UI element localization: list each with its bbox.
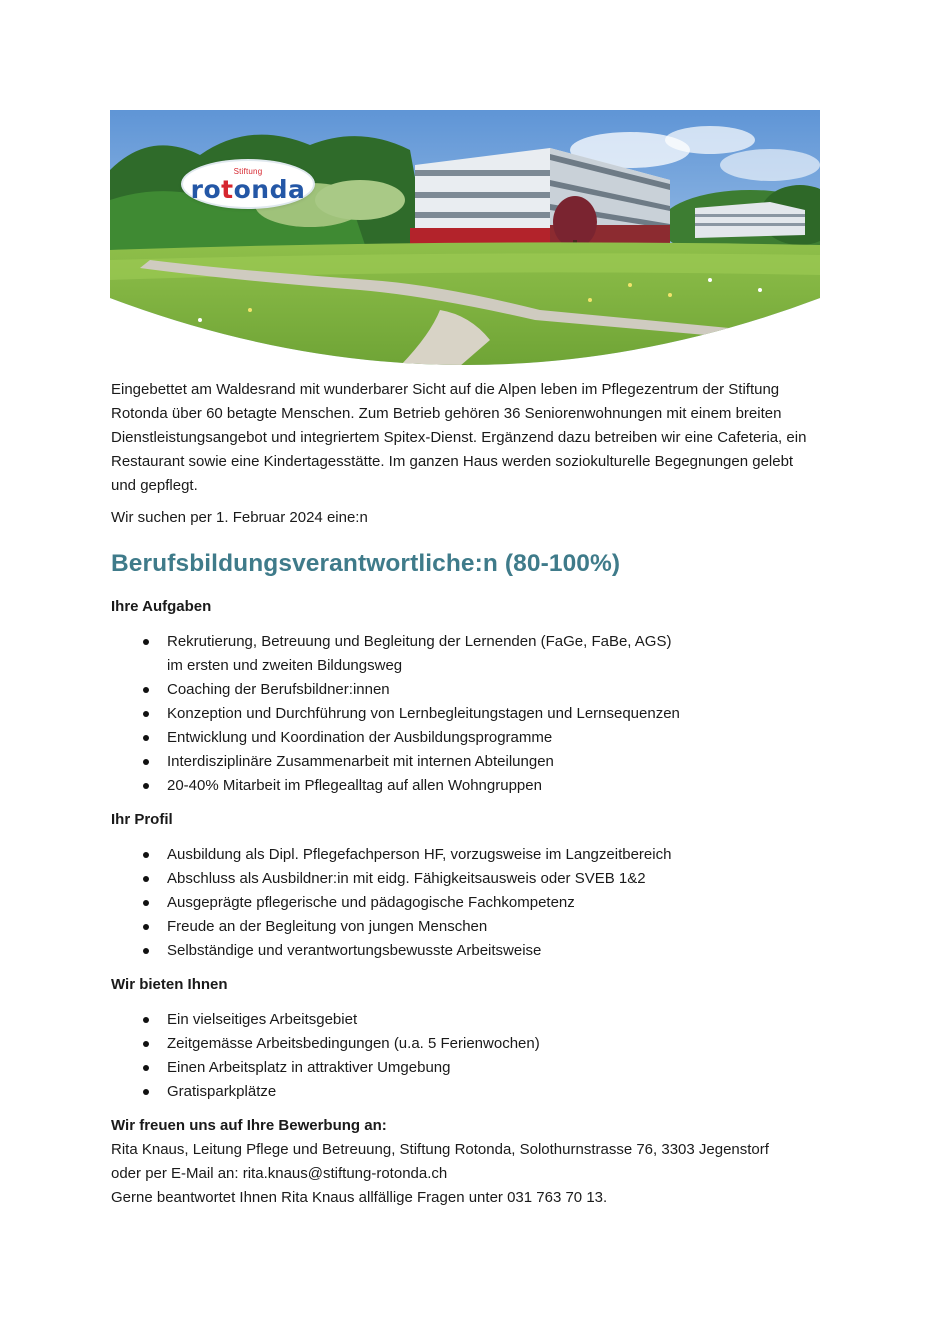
list-item: Ausbildung als Dipl. Pflegefachperson HF, vorzugsweise im Langzeitbereich — [167, 843, 811, 867]
logo-wordmark-part2: onda — [233, 175, 306, 204]
list-item: Selbständige und verantwortungsbewusste Arbeitsweise — [167, 939, 811, 963]
logo-wordmark-part2-start: t — [221, 175, 234, 204]
list-item: Einen Arbeitsplatz in attraktiver Umgebung — [167, 1056, 811, 1080]
list-item: 20-40% Mitarbeit im Pflegealltag auf allen Wohngruppen — [167, 774, 811, 798]
building-photo — [110, 110, 820, 366]
logo-subtitle: Stiftung — [233, 167, 263, 176]
contact-address: Rita Knaus, Leitung Pflege und Betreuung, Stiftung Rotonda, Solothurnstrasse 76, 3303 Jegenstorf — [111, 1141, 769, 1158]
tasks-list — [111, 630, 811, 798]
contact-email-line[interactable]: oder per E-Mail an: rita.knaus@stiftung-rotonda.ch — [111, 1165, 448, 1182]
hero-banner — [110, 110, 820, 366]
list-item-text: Rekrutierung, Betreuung und Begleitung der Lernenden (FaGe, FaBe, AGS) — [167, 633, 672, 650]
contact-heading: Wir freuen uns auf Ihre Bewerbung an: — [111, 1117, 387, 1134]
list-item: Zeitgemässe Arbeitsbedingungen (u.a. 5 Ferienwochen) — [167, 1032, 811, 1056]
list-item: Konzeption und Durchführung von Lernbegleitungstagen und Lernsequenzen — [167, 702, 811, 726]
logo-wordmark-part1: ro — [190, 175, 222, 204]
list-item: Abschluss als Ausbildner:in mit eidg. Fähigkeitsausweis oder SVEB 1&2 — [167, 867, 811, 891]
list-item: Freude an der Begleitung von jungen Menschen — [167, 915, 811, 939]
profile-list — [111, 843, 811, 963]
list-item: Entwicklung und Koordination der Ausbildungsprogramme — [167, 726, 811, 750]
list-item: Coaching der Berufsbildner:innen — [167, 678, 811, 702]
search-line: Wir suchen per 1. Februar 2024 eine:n — [111, 509, 368, 526]
logo-wordmark — [183, 175, 313, 204]
offer-heading: Wir bieten Ihnen — [111, 976, 228, 993]
profile-heading: Ihr Profil — [111, 811, 173, 828]
list-item-text-continued: im ersten und zweiten Bildungsweg — [167, 657, 403, 674]
list-item: Interdisziplinäre Zusammenarbeit mit internen Abteilungen — [167, 750, 811, 774]
list-item — [167, 630, 811, 678]
contact-phone-line: Gerne beantwortet Ihnen Rita Knaus allfällige Fragen unter 031 763 70 13. — [111, 1189, 608, 1206]
main-content — [111, 378, 811, 1210]
list-item: Gratisparkplätze — [167, 1080, 811, 1104]
list-item: Ausgeprägte pflegerische und pädagogische Fachkompetenz — [167, 891, 811, 915]
tasks-heading: Ihre Aufgaben — [111, 598, 212, 615]
job-title: Berufsbildungsverantwortliche:n (80-100%) — [111, 550, 621, 577]
offer-list — [111, 1008, 811, 1104]
intro-paragraph: Eingebettet am Waldesrand mit wunderbarer Sicht auf die Alpen leben im Pflegezentrum der Stiftung Rotonda über 60 betagte Menschen. Zum Betrieb gehören 36 Seniorenwohnungen mit einem breiten Dienstleistungsangebot und integriertem Spitex-Dienst. Ergänzend dazu betreiben wir eine Cafeteria, ein Restaurant sowie eine Kindertagesstätte. Im ganzen Haus werden soziokulturelle Begegnungen gelebt und gepflegt. — [111, 381, 807, 494]
list-item: Ein vielseitiges Arbeitsgebiet — [167, 1008, 811, 1032]
rotonda-logo — [183, 161, 313, 207]
